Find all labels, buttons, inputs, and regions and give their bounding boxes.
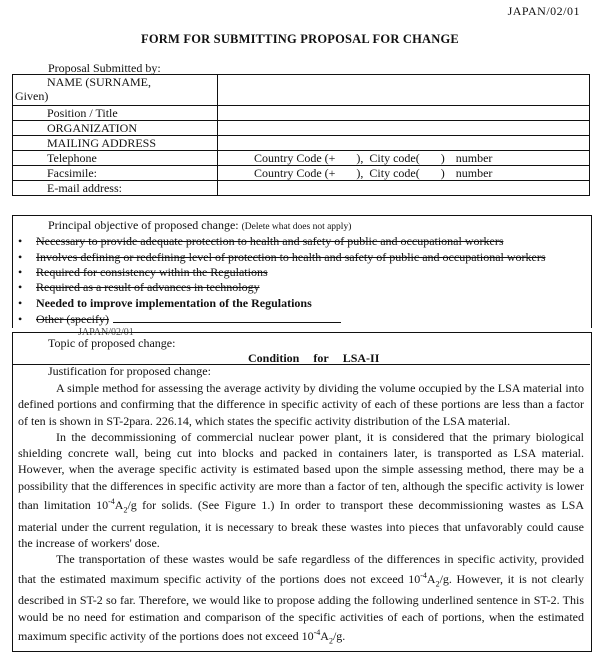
text-run: A bbox=[114, 498, 124, 513]
facsimile-number-label: number bbox=[455, 166, 493, 180]
objective-item-text: Needed to improve implementation of the Regulations bbox=[36, 296, 312, 310]
name-label-line2: Given) bbox=[15, 89, 49, 103]
objective-item-text: Involves defining or redefining level of protection to health and safety of public and occupational workers bbox=[36, 250, 546, 264]
position-row bbox=[13, 106, 590, 121]
telephone-row bbox=[13, 151, 590, 166]
exponent: -4 bbox=[108, 497, 115, 507]
faded-reference-text: JAPAN/02/01 bbox=[78, 327, 134, 338]
bullet-icon: • bbox=[18, 312, 23, 326]
text-run: /g. However, it is not clearly described in ST-2 so far. Therefore, we would like to propose adding the following underlined sentence in ST-2. This would be no need for estimation and comparison of the specific activities of each of portions, when the estimated maximum specific activity of the portions does not exceed 10 bbox=[18, 571, 584, 643]
telephone-field[interactable] bbox=[218, 151, 590, 166]
facsimile-label: Facsimile: bbox=[13, 166, 218, 181]
organization-row bbox=[13, 121, 590, 136]
mailing-label: MAILING ADDRESS bbox=[13, 136, 218, 151]
bullet-icon: • bbox=[18, 280, 23, 294]
telephone-country-code: Country Code (+ ), City code( ) bbox=[254, 151, 445, 165]
telephone-label: Telephone bbox=[13, 151, 218, 166]
justification-paragraph: A simple method for assessing the average activity by dividing the volume occupied by the LSA material into defined portions and confirming that the difference in specific activity of each of these portions are less than a factor of ten is shown in ST-2para. 226.14, which states the specific activity distribution of the LSA material. bbox=[18, 381, 584, 428]
exponent: -4 bbox=[420, 570, 427, 580]
justification-paragraph bbox=[18, 551, 584, 649]
name-label-line1: NAME (SURNAME, bbox=[47, 75, 152, 89]
subscript: 2 bbox=[328, 636, 333, 646]
objective-item-text: Necessary to provide adequate protection to health and safety of public and occupational workers bbox=[36, 234, 504, 248]
bullet-icon: • bbox=[18, 250, 23, 264]
text-run: The transportation of these wastes would be safe regardless of the differences in specific activity, provided that the estimated maximum specific activity of the portions does not exceed 10 bbox=[18, 552, 584, 586]
topic-value-word: for bbox=[313, 351, 329, 365]
email-field[interactable] bbox=[218, 181, 590, 196]
organization-field[interactable] bbox=[218, 121, 590, 136]
name-label bbox=[13, 75, 218, 106]
position-field[interactable] bbox=[218, 106, 590, 121]
facsimile-row bbox=[13, 166, 590, 181]
submitter-table bbox=[12, 74, 590, 196]
topic-value-word: Condition bbox=[248, 351, 300, 365]
objective-note: (Delete what does not apply) bbox=[241, 222, 352, 232]
organization-label: ORGANIZATION bbox=[13, 121, 218, 136]
position-label: Position / Title bbox=[13, 106, 218, 121]
objective-item-text: Other (specify) bbox=[36, 312, 109, 326]
other-specify-line[interactable] bbox=[113, 311, 341, 323]
telephone-number-label: number bbox=[455, 151, 493, 165]
objective-heading-text: Principal objective of proposed change: bbox=[48, 218, 239, 232]
bullet-icon: • bbox=[18, 296, 23, 310]
topic-value-word: LSA-II bbox=[342, 351, 380, 365]
mailing-field[interactable] bbox=[218, 136, 590, 151]
form-title: FORM FOR SUBMITTING PROPOSAL FOR CHANGE bbox=[141, 32, 459, 46]
mailing-row bbox=[13, 136, 590, 151]
email-label: E-mail address: bbox=[13, 181, 218, 196]
text-run: In the decommissioning of commercial nuclear power plant, it is considered that the primary biological shielding concrete wall, being cut into blocks and packed in containers later, is transported as LSA material. However, when the average specific activity is estimated based upon the simple assessing method, there may be a possibility that the differences in specific activity are more than a factor of ten, although the specific activity is lower than limitation 10 bbox=[18, 429, 584, 513]
text-run: A bbox=[320, 628, 329, 643]
email-row bbox=[13, 181, 590, 196]
objective-item[interactable] bbox=[18, 234, 504, 249]
submitted-by-label: Proposal Submitted by: bbox=[48, 61, 161, 75]
justification-label: Justification for proposed change: bbox=[48, 364, 211, 378]
objective-item[interactable] bbox=[18, 250, 546, 265]
subscript: 2 bbox=[435, 579, 440, 589]
facsimile-country-code: Country Code (+ ), City code( ) bbox=[254, 166, 445, 180]
text-run: /g. bbox=[332, 628, 346, 643]
topic-label: Topic of proposed change: bbox=[48, 336, 176, 350]
justification-body bbox=[18, 380, 584, 650]
objective-item[interactable] bbox=[18, 296, 312, 311]
subscript: 2 bbox=[123, 505, 128, 515]
objective-item[interactable] bbox=[18, 311, 341, 327]
bullet-icon: • bbox=[18, 234, 23, 248]
bullet-icon: • bbox=[18, 265, 23, 279]
objective-item[interactable] bbox=[18, 265, 268, 280]
facsimile-field[interactable] bbox=[218, 166, 590, 181]
objective-item-text: Required as a result of advances in technology bbox=[36, 280, 260, 294]
text-run: A bbox=[426, 571, 436, 586]
exponent: -4 bbox=[313, 627, 321, 637]
objective-heading bbox=[48, 218, 351, 233]
justification-paragraph bbox=[18, 429, 584, 551]
objective-item-text: Required for consistency within the Regulations bbox=[36, 265, 268, 279]
document-reference: JAPAN/02/01 bbox=[507, 4, 580, 18]
name-row bbox=[13, 75, 590, 106]
text-run: /g for solids. (See Figure 1.) In order to transport these decommissioning wastes as LSA material under the current regulation, it is necessary to break these wastes into pieces that unfavorably could cause the increase of workers' dose. bbox=[18, 498, 585, 551]
objective-item[interactable] bbox=[18, 280, 260, 295]
name-field[interactable] bbox=[218, 75, 590, 106]
